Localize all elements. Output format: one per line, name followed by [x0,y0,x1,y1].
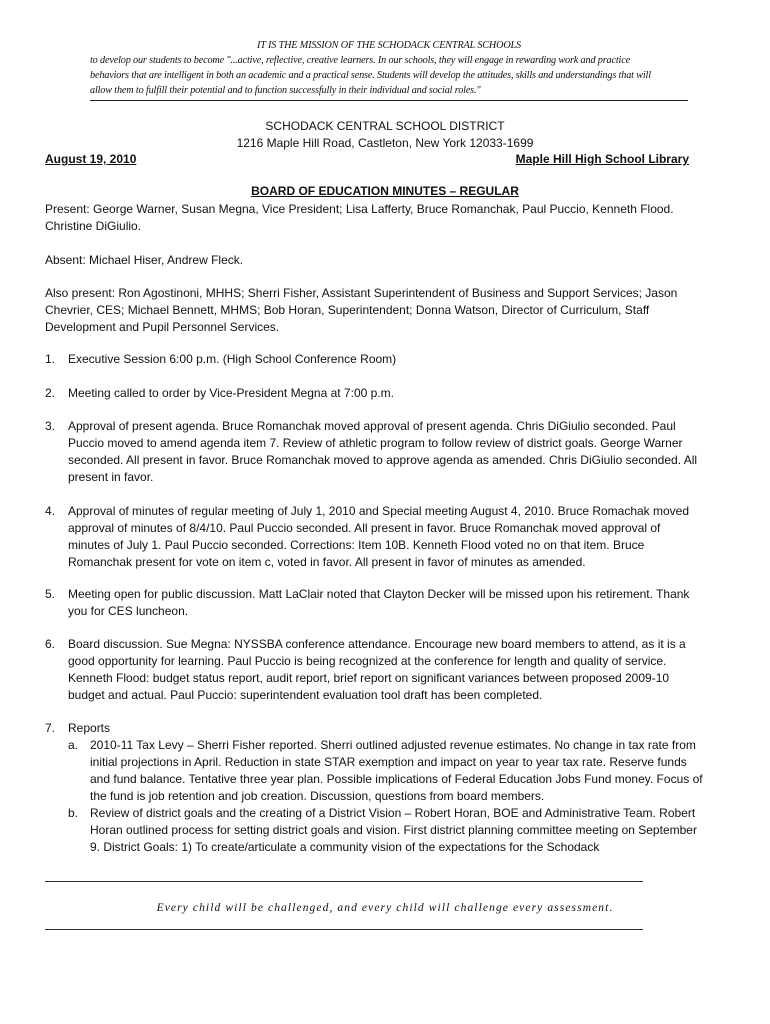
meeting-info-row [45,152,689,168]
meeting-location: Maple Hill High School Library [515,152,689,166]
agenda-item-4 [45,503,705,571]
report-subitem-b [68,805,705,856]
district-name: SCHODACK CENTRAL SCHOOL DISTRICT [265,119,505,133]
minutes-title: BOARD OF EDUCATION MINUTES – REGULAR [251,184,519,198]
district-address: 1216 Maple Hill Road, Castleton, New York 12033-1699 [236,136,534,150]
also-present-list: Also present: Ron Agostinoni, MHHS; Sherri Fisher, Assistant Superintendent of Business and Support Services; Jason Chevrier, CES; Michael Bennett, MHMS; Bob Horan, Superintendent; Donna Watson, Director of Curriculum, Staff Development and Pupil Personnel Services. [45,286,678,334]
mission-line: behaviors that are intelligent in both an academic and a practical sense. Students will develop the attitudes, skills and understandings that will [90,70,651,81]
meeting-date: August 19, 2010 [45,152,137,166]
agenda-item-7 [45,720,705,737]
footer-divider-top [45,881,643,882]
subitem-letter: b. [68,806,79,820]
item-number: 4. [45,504,56,518]
item-text: Executive Session 6:00 p.m. (High School Conference Room) [68,352,397,366]
item-text: Reports [68,721,111,735]
item-number: 7. [45,721,56,735]
item-text: Meeting called to order by Vice-President Megna at 7:00 p.m. [68,386,394,400]
mission-title: IT IS THE MISSION OF THE SCHODACK CENTRAL SCHOOLS [257,40,521,51]
subitem-letter: a. [68,738,79,752]
item-number: 3. [45,419,56,433]
footer-divider-bottom [45,929,643,930]
item-number: 2. [45,386,56,400]
item-text: Meeting open for public discussion. Matt LaClair noted that Clayton Decker will be missed upon his retirement. Thank you for CES luncheon. [68,587,690,618]
item-number: 5. [45,587,56,601]
agenda-item-1 [45,351,705,368]
absent-list: Absent: Michael Hiser, Andrew Fleck. [45,253,244,267]
item-text: Approval of present agenda. Bruce Romanchak moved approval of present agenda. Chris DiGiulio seconded. Paul Puccio moved to amend agenda item 7. Review of athletic program to follow review of district goals. George Warner seconded. All present in favor. Bruce Romanchak moved to approve agenda as amended. Chris DiGiulio seconded. All present in favor. [68,419,698,484]
subitem-text: Review of district goals and the creating of a District Vision – Robert Horan, BOE and Administrative Team. Robert Horan outlined process for setting district goals and vision. First district planning committee meeting on September 9. District Goals: 1) To create/articulate a community vision of the expectations for the Schodack [90,806,697,854]
mission-divider [90,100,688,101]
mission-line: to develop our students to become "...active, reflective, creative learners. In our schools, they will engage in rewarding work and practice [90,55,630,66]
subitem-text: 2010-11 Tax Levy – Sherri Fisher reported. Sherri outlined adjusted revenue estimates. No change in tax rate from initial projections in April. Reduction in state STAR exemption and impact on year to year tax rate. Reserve funds and fund balance. Tentative three year plan. Possible implications of Federal Education Jobs Fund money. Focus of the fund is job retention and job creation. Discussion, questions from board members. [90,738,703,803]
item-text: Approval of minutes of regular meeting of July 1, 2010 and Special meeting August 4, 2010. Bruce Romachak moved approval of minutes of 8/4/10. Paul Puccio seconded. All present in favor. Bruce Romanchak moved approval of minutes of July 1. Paul Puccio seconded. Corrections: Item 10B. Kenneth Flood voted no on that item. Bruce Romanchak present for vote on item c, voted in favor. All present in favor of minutes as amended. [68,504,690,569]
mission-line: allow them to fulfill their potential and to function successfully in their individual and social roles." [90,85,481,96]
mission-statement [90,38,688,98]
item-number: 1. [45,352,56,366]
agenda-item-5 [45,586,705,620]
report-subitem-a [68,737,705,805]
agenda-item-3 [45,418,705,486]
item-text: Board discussion. Sue Megna: NYSSBA conference attendance. Encourage new board members to attend, as it is a good opportunity for learning. Paul Puccio is being recognized at the conference for length and quality of service. Kenneth Flood: budget status report, audit report, brief report on significant variances between proposed 2009-10 budget and actual. Paul Puccio: superintendent evaluation tool draft has been completed. [68,637,686,702]
present-list: Present: George Warner, Susan Megna, Vice President; Lisa Lafferty, Bruce Romanchak, Paul Puccio, Kenneth Flood. Christine DiGiulio. [45,202,674,233]
agenda-item-2 [45,385,705,402]
footer-motto: Every child will be challenged, and every child will challenge every assessment. [156,902,614,914]
agenda-item-6 [45,636,705,704]
item-number: 6. [45,637,56,651]
